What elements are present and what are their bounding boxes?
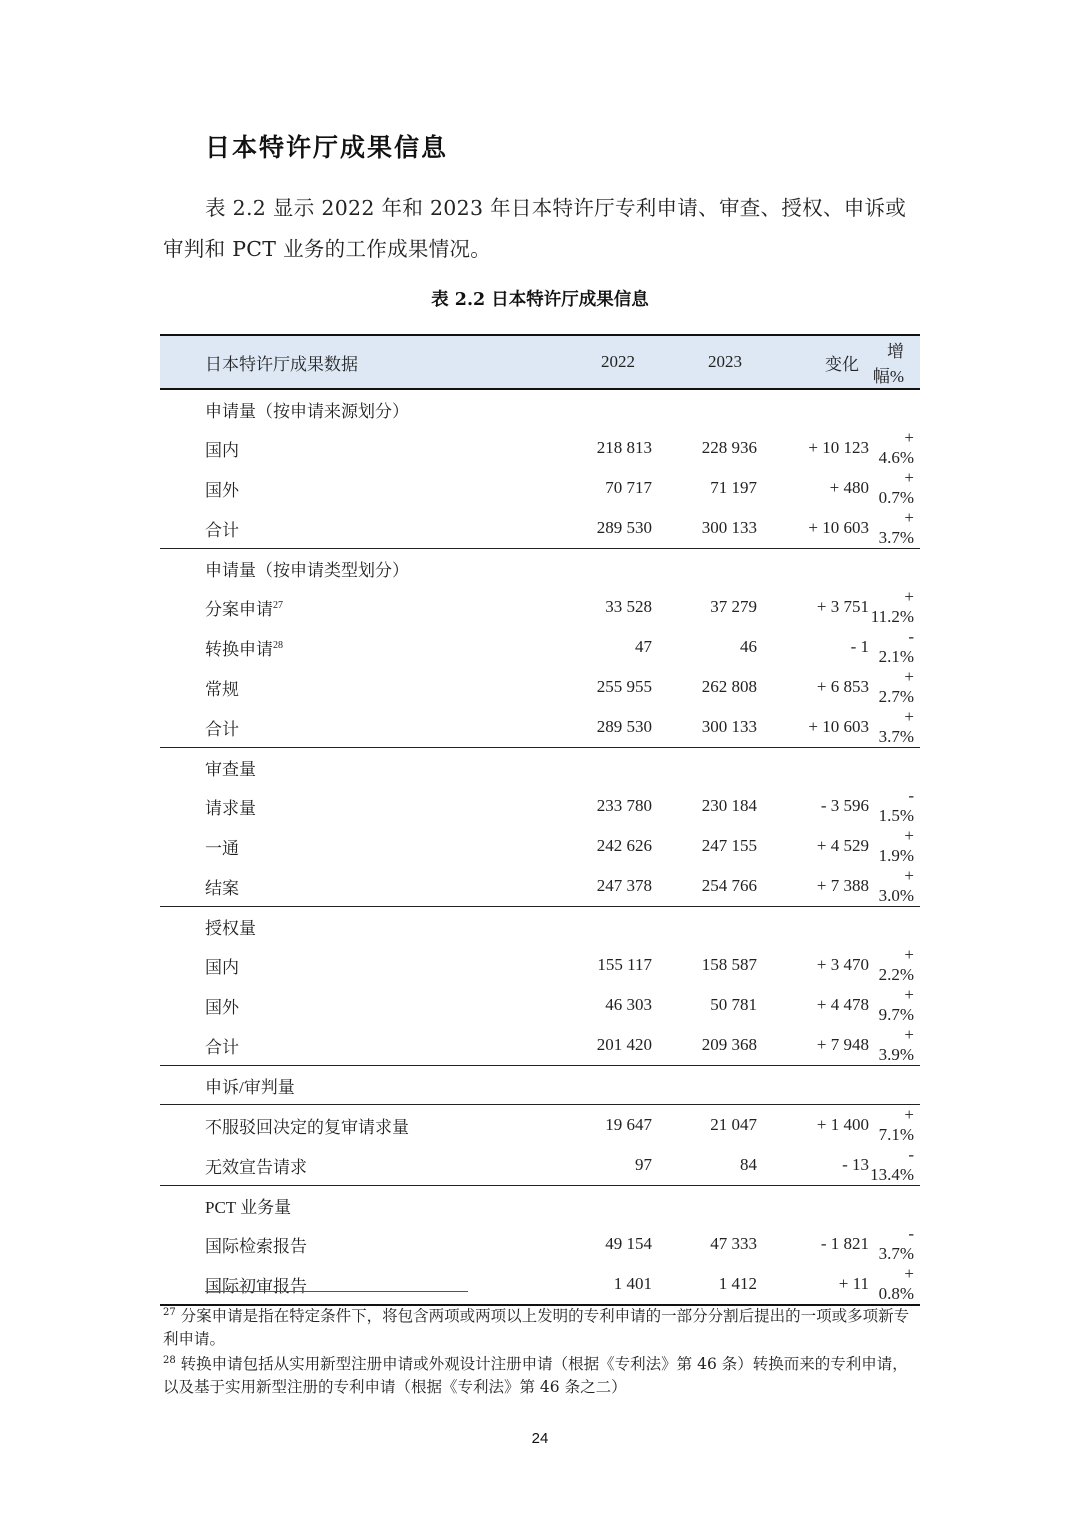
row-label [160, 945, 495, 985]
row-label-text: 国外 [205, 997, 239, 1017]
value-2022: 289 530 [495, 508, 652, 549]
row-label-text: 国际检索报告 [205, 1236, 307, 1256]
row-label-text: 结案 [205, 878, 239, 898]
value-growth-pct: - 3.7% [878, 1224, 914, 1263]
group-title: 申请量（按申请来源划分） [205, 401, 409, 421]
table-row [160, 1264, 920, 1305]
row-label-text: 国外 [205, 480, 239, 500]
value-2023: 1 412 [652, 1264, 757, 1305]
footnote-ref: 28 [273, 639, 283, 651]
value-growth-pct: + 0.8% [869, 1264, 920, 1305]
value-growth-pct: - 1.5% [878, 786, 914, 825]
row-label [160, 786, 495, 826]
value-2022: 33 528 [605, 597, 652, 616]
row-label [160, 707, 495, 748]
page-number: 24 [531, 1430, 549, 1447]
table-row [160, 826, 920, 866]
group-title: 申诉/审判量 [160, 1066, 920, 1105]
value-2023: 84 [652, 1145, 757, 1186]
group-title-row [160, 389, 920, 428]
value-change: - 1 [850, 637, 869, 656]
value-growth-pct: + 11.2% [870, 587, 914, 626]
row-label [160, 826, 495, 866]
row-label [160, 508, 495, 549]
table-caption: 表 2.2 日本特许厅成果信息 [431, 290, 649, 310]
value-2023: 254 766 [652, 866, 757, 907]
value-2022: 247 378 [495, 866, 652, 907]
row-label-text: 转换申请 [205, 639, 273, 659]
group-title-row [160, 907, 920, 946]
row-label [160, 1105, 495, 1146]
table-row [160, 985, 920, 1025]
column-header-metric: 日本特许厅成果数据 [160, 335, 495, 389]
value-change: - 3 596 [820, 796, 869, 815]
value-2022: 97 [495, 1145, 652, 1186]
value-change: + 3 470 [816, 955, 869, 974]
value-2022: 49 154 [605, 1234, 652, 1253]
table-row [160, 428, 920, 468]
value-2023: 71 197 [710, 478, 757, 497]
group-title: PCT 业务量 [205, 1197, 292, 1217]
value-2022: 46 303 [605, 995, 652, 1014]
value-2023: 228 936 [701, 438, 757, 457]
value-change: + 4 529 [816, 836, 869, 855]
row-label-text: 不服驳回决定的复审请求量 [205, 1117, 409, 1137]
value-2022: 242 626 [596, 836, 652, 855]
footnotes [163, 1302, 923, 1398]
value-2023: 37 279 [710, 597, 757, 616]
value-growth-pct: + 2.2% [878, 945, 914, 984]
value-2023: 209 368 [652, 1025, 757, 1066]
footnote-text: 分案申请是指在特定条件下，将包含两项或两项以上发明的专利申请的一部分分割后提出的一项或多项新专利申请。 [163, 1307, 910, 1348]
value-growth-pct: - 2.1% [878, 627, 914, 666]
footnote-number: 27 [163, 1307, 176, 1318]
value-2022: 233 780 [596, 796, 652, 815]
value-2023: 46 [740, 637, 757, 656]
value-change: + 480 [829, 478, 869, 497]
value-growth-pct: - 13.4% [869, 1145, 920, 1186]
value-growth-pct: + 1.9% [878, 826, 914, 865]
value-change: + 4 478 [816, 995, 869, 1014]
value-growth-pct: + 4.6% [878, 428, 914, 467]
row-label [160, 985, 495, 1025]
value-2022: 19 647 [605, 1115, 652, 1134]
value-change: - 13 [757, 1145, 869, 1186]
row-label [160, 1025, 495, 1066]
group-title-row [160, 1186, 920, 1225]
value-2023: 47 333 [710, 1234, 757, 1253]
value-change: + 11 [757, 1264, 869, 1305]
group-title-row [160, 1066, 920, 1105]
row-label [160, 468, 495, 508]
row-label [160, 1264, 495, 1305]
group-title: 审查量 [205, 759, 256, 779]
value-change: + 1 400 [816, 1115, 869, 1134]
row-label-text: 常规 [205, 679, 239, 699]
value-2022: 201 420 [495, 1025, 652, 1066]
value-change: + 7 388 [757, 866, 869, 907]
footnote-separator [205, 1291, 468, 1292]
group-title-row [160, 549, 920, 588]
value-2022: 218 813 [596, 438, 652, 457]
value-change: + 7 948 [757, 1025, 869, 1066]
footnote-number: 28 [163, 1355, 176, 1366]
table-header-row [160, 335, 920, 389]
value-2023: 50 781 [710, 995, 757, 1014]
table-row [160, 587, 920, 627]
value-change: + 10 603 [757, 707, 869, 748]
column-header-2023: 2023 [652, 335, 757, 389]
value-growth-pct: + 3.0% [869, 866, 920, 907]
value-change: + 10 123 [808, 438, 869, 457]
value-2023: 21 047 [710, 1115, 757, 1134]
table-row [160, 786, 920, 826]
value-2023: 247 155 [701, 836, 757, 855]
row-label [160, 667, 495, 707]
value-2023: 262 808 [701, 677, 757, 696]
footnote-27 [163, 1302, 923, 1350]
table-row [160, 627, 920, 667]
value-2022: 289 530 [495, 707, 652, 748]
row-label-text: 国内 [205, 957, 239, 977]
table-body [160, 389, 920, 1305]
table-row [160, 707, 920, 748]
row-label-text: 一通 [205, 838, 239, 858]
value-growth-pct: + 7.1% [878, 1105, 914, 1144]
value-2023: 300 133 [652, 707, 757, 748]
value-2022: 70 717 [605, 478, 652, 497]
footnote-28 [163, 1350, 923, 1398]
group-title: 申请量（按申请类型划分） [205, 560, 409, 580]
value-growth-pct: + 9.7% [878, 985, 914, 1024]
table-row [160, 508, 920, 549]
value-growth-pct: + 3.7% [869, 707, 920, 748]
value-growth-pct: + 2.7% [878, 667, 914, 706]
value-change: - 1 821 [820, 1234, 869, 1253]
row-label-text: 分案申请 [205, 599, 273, 619]
table-row [160, 1145, 920, 1186]
intro-paragraph: 表 2.2 显示 2022 年和 2023 年日本特许厅专利申请、审查、授权、申诉或审判和 PCT 业务的工作成果情况。 [163, 196, 907, 261]
table-row [160, 1224, 920, 1264]
value-2022: 255 955 [596, 677, 652, 696]
row-label-text: 合计 [205, 520, 239, 540]
value-change: + 10 603 [757, 508, 869, 549]
row-label-text: 无效宣告请求 [205, 1157, 307, 1177]
row-label-text: 合计 [205, 719, 239, 739]
value-growth-pct: + 0.7% [878, 468, 914, 507]
footnote-ref: 27 [273, 599, 283, 611]
value-change: + 6 853 [816, 677, 869, 696]
footnote-text: 转换申请包括从实用新型注册申请或外观设计注册申请（根据《专利法》第 46 条）转换而来的专利申请，以及基于实用新型注册的专利申请（根据《专利法》第 46 条之二） [163, 1355, 908, 1396]
value-2023: 300 133 [652, 508, 757, 549]
table-row [160, 468, 920, 508]
value-2022: 155 117 [597, 955, 652, 974]
table-row [160, 1105, 920, 1146]
value-growth-pct: + 3.9% [869, 1025, 920, 1066]
row-label-text: 国际初审报告 [205, 1276, 307, 1296]
section-heading: 日本特许厅成果信息 [205, 133, 449, 162]
value-2023: 158 587 [701, 955, 757, 974]
table-row [160, 945, 920, 985]
group-title: 授权量 [205, 918, 256, 938]
row-label [160, 587, 495, 627]
row-label-text: 合计 [205, 1037, 239, 1057]
row-label [160, 1145, 495, 1186]
row-label-text: 请求量 [205, 798, 256, 818]
table-row [160, 667, 920, 707]
group-title-row [160, 748, 920, 787]
value-2022: 47 [635, 637, 652, 656]
value-2022: 1 401 [495, 1264, 652, 1305]
column-header-2022: 2022 [495, 335, 652, 389]
row-label [160, 1224, 495, 1264]
row-label-text: 国内 [205, 440, 239, 460]
column-header-growth-pct: 增幅% [869, 335, 920, 389]
column-header-change: 变化 [757, 335, 869, 389]
row-label [160, 627, 495, 667]
value-change: + 3 751 [816, 597, 869, 616]
results-table [160, 334, 920, 1306]
table-row [160, 1025, 920, 1066]
table-row [160, 866, 920, 907]
value-growth-pct: + 3.7% [869, 508, 920, 549]
row-label [160, 866, 495, 907]
row-label [160, 428, 495, 468]
value-2023: 230 184 [701, 796, 757, 815]
